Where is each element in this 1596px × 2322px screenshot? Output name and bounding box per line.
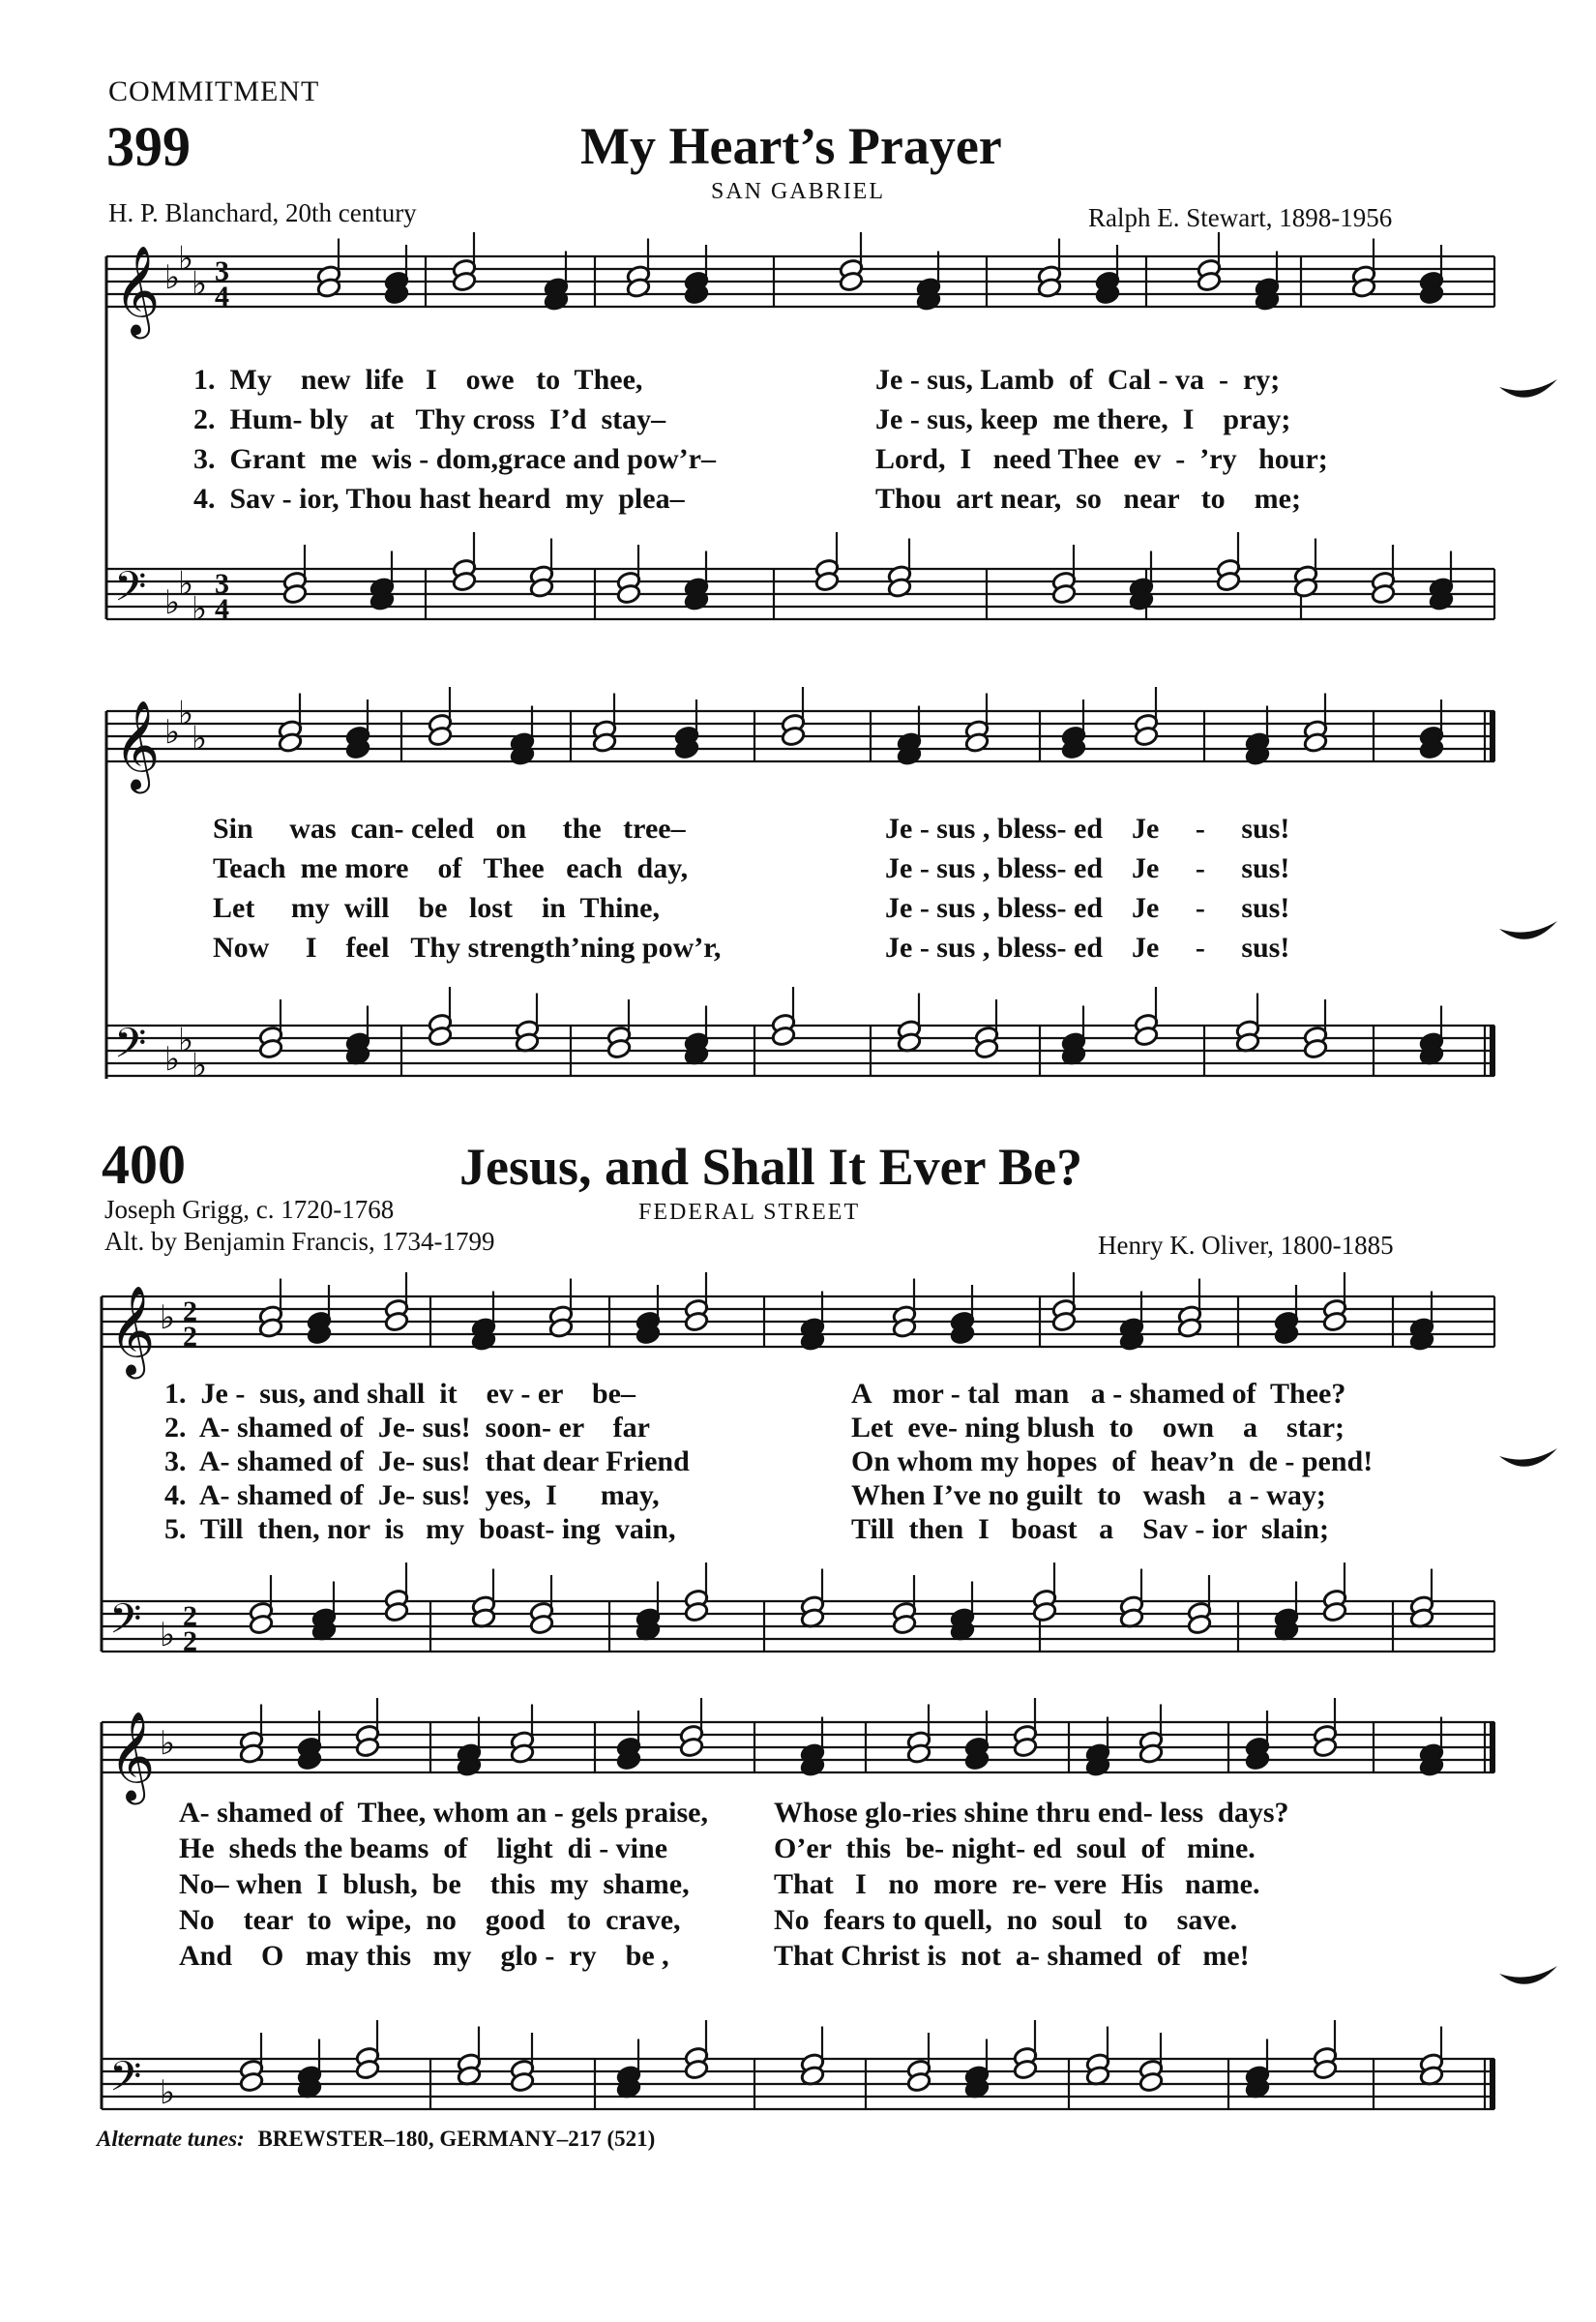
time-signature-top: 3 bbox=[215, 255, 229, 287]
flat-icon: ♭ bbox=[192, 266, 208, 303]
verse-line: 5. Till then, nor is my boast- ing vain, bbox=[164, 1513, 676, 1545]
alternate-tunes-value: BREWSTER–180, GERMANY–217 (521) bbox=[257, 2127, 656, 2151]
bass-clef-icon: 𝄢 bbox=[109, 1595, 142, 1653]
flat-icon: ♭ bbox=[164, 715, 181, 751]
treble-clef-icon: 𝄞 bbox=[109, 1285, 156, 1375]
verse-line: Je - sus , bless- ed Je - sus! bbox=[885, 932, 1290, 964]
treble-clef-icon: 𝄞 bbox=[114, 245, 161, 335]
verse-line: When I’ve no guilt to wash a - way; bbox=[851, 1479, 1326, 1511]
flat-icon: ♭ bbox=[178, 566, 194, 603]
flat-icon: ♭ bbox=[192, 721, 208, 758]
bass-clef-icon: 𝄢 bbox=[114, 1020, 147, 1078]
verse-line: O’er this be- night- ed soul of mine. bbox=[774, 1832, 1256, 1864]
verse-line: Je - sus , bless- ed Je - sus! bbox=[885, 813, 1290, 845]
verse-line: 4. Sav - ior, Thou hast heard my plea– bbox=[193, 483, 685, 515]
flat-icon: ♭ bbox=[160, 1300, 176, 1336]
alternate-tunes-label: Alternate tunes: bbox=[97, 2127, 245, 2151]
verse-line: Je - sus , bless- ed Je - sus! bbox=[885, 892, 1290, 924]
verse-line: Thou art near, so near to me; bbox=[875, 483, 1301, 515]
verse-line: 4. A- shamed of Je- sus! yes, I may, bbox=[164, 1479, 660, 1511]
hymn-number: 400 bbox=[102, 1133, 186, 1196]
tune-name: FEDERAL STREET bbox=[638, 1200, 861, 1225]
verse-line: Sin was can- celed on the tree– bbox=[213, 813, 686, 845]
words-credit-alt: Alt. by Benjamin Francis, 1734-1799 bbox=[104, 1227, 495, 1256]
time-signature-bottom: 2 bbox=[183, 1625, 197, 1657]
verse-line: Till then I boast a Sav - ior slain; bbox=[851, 1513, 1329, 1545]
verse-line: Je - sus, keep me there, I pray; bbox=[875, 403, 1291, 435]
flat-icon: ♭ bbox=[192, 1048, 208, 1085]
flat-icon: ♭ bbox=[160, 2075, 176, 2111]
time-signature-top: 2 bbox=[183, 1600, 197, 1632]
time-signature-bottom: 4 bbox=[215, 593, 229, 625]
flat-icon: ♭ bbox=[160, 1618, 176, 1653]
verse-line: A- shamed of Thee, whom an - gels praise, bbox=[179, 1797, 708, 1829]
binding-mark bbox=[1499, 379, 1557, 398]
verse-line: Let eve- ning blush to own a star; bbox=[851, 1412, 1345, 1444]
words-credit: Joseph Grigg, c. 1720-1768 bbox=[104, 1195, 395, 1224]
verse-line: Teach me more of Thee each day, bbox=[213, 852, 689, 884]
flat-icon: ♭ bbox=[160, 1726, 176, 1762]
flat-icon: ♭ bbox=[178, 1023, 194, 1059]
verse-line: That Christ is not a- shamed of me! bbox=[774, 1940, 1250, 1972]
bass-clef-icon: 𝄢 bbox=[114, 563, 147, 621]
verse-line: Now I feel Thy strength’ning pow’r, bbox=[213, 932, 722, 964]
verse-line: 1. Je - sus, and shall it ev - er be– bbox=[164, 1378, 635, 1410]
verse-line: On whom my hopes of heav’n de - pend! bbox=[851, 1445, 1374, 1477]
alternate-tunes bbox=[97, 2127, 655, 2152]
binding-mark bbox=[1499, 921, 1557, 939]
verse-line: 1. My new life I owe to Thee, bbox=[193, 364, 643, 396]
flat-icon: ♭ bbox=[164, 1042, 181, 1078]
flat-icon: ♭ bbox=[178, 241, 194, 278]
verse-line: Lord, I need Thee ev - ’ry hour; bbox=[875, 443, 1328, 475]
flat-icon: ♭ bbox=[178, 696, 194, 732]
verse-line: Je - sus , bless- ed Je - sus! bbox=[885, 852, 1290, 884]
treble-clef-icon: 𝄞 bbox=[114, 700, 161, 789]
verse-line: And O may this my glo - ry be , bbox=[179, 1940, 669, 1972]
time-signature-top: 2 bbox=[183, 1295, 197, 1327]
music-credit: Henry K. Oliver, 1800-1885 bbox=[1098, 1231, 1394, 1260]
bass-clef-icon: 𝄢 bbox=[109, 2053, 142, 2111]
verse-line: No– when I blush, be this my shame, bbox=[179, 1868, 690, 1900]
verse-line: He sheds the beams of light di - vine bbox=[179, 1832, 668, 1864]
binding-mark bbox=[1499, 1966, 1557, 1984]
verse-line: No tear to wipe, no good to crave, bbox=[179, 1904, 681, 1936]
verse-line: 3. Grant me wis - dom,grace and pow’r– bbox=[193, 443, 716, 475]
verse-line: Whose glo-ries shine thru end- less days? bbox=[774, 1797, 1289, 1829]
hymn-title: My Heart’s Prayer bbox=[580, 117, 1002, 175]
time-signature-top: 3 bbox=[215, 568, 229, 600]
words-credit: H. P. Blanchard, 20th century bbox=[108, 198, 417, 227]
verse-line: No fears to quell, no soul to save. bbox=[774, 1904, 1238, 1936]
verse-line: 2. A- shamed of Je- sus! soon- er far bbox=[164, 1412, 650, 1444]
time-signature-bottom: 2 bbox=[183, 1321, 197, 1353]
time-signature-bottom: 4 bbox=[215, 281, 229, 313]
verse-line: Je - sus, Lamb of Cal - va - ry; bbox=[875, 364, 1281, 396]
verse-line: That I no more re- vere His name. bbox=[774, 1868, 1260, 1900]
music-credit: Ralph E. Stewart, 1898-1956 bbox=[1088, 203, 1393, 232]
section-heading: COMMITMENT bbox=[108, 75, 320, 107]
verse-line: 2. Hum- bly at Thy cross I’d stay– bbox=[193, 403, 666, 435]
verse-line: Let my will be lost in Thine, bbox=[213, 892, 660, 924]
verse-line: 3. A- shamed of Je- sus! that dear Friend bbox=[164, 1445, 690, 1477]
treble-clef-icon: 𝄞 bbox=[109, 1711, 156, 1801]
flat-icon: ♭ bbox=[192, 591, 208, 628]
tune-name: SAN GABRIEL bbox=[711, 179, 886, 204]
flat-icon: ♭ bbox=[164, 585, 181, 621]
flat-icon: ♭ bbox=[164, 260, 181, 296]
verse-line: A mor - tal man a - shamed of Thee? bbox=[851, 1378, 1346, 1410]
binding-mark bbox=[1499, 1448, 1557, 1467]
hymn-title: Jesus, and Shall It Ever Be? bbox=[459, 1138, 1083, 1196]
hymn-number: 399 bbox=[106, 115, 191, 178]
